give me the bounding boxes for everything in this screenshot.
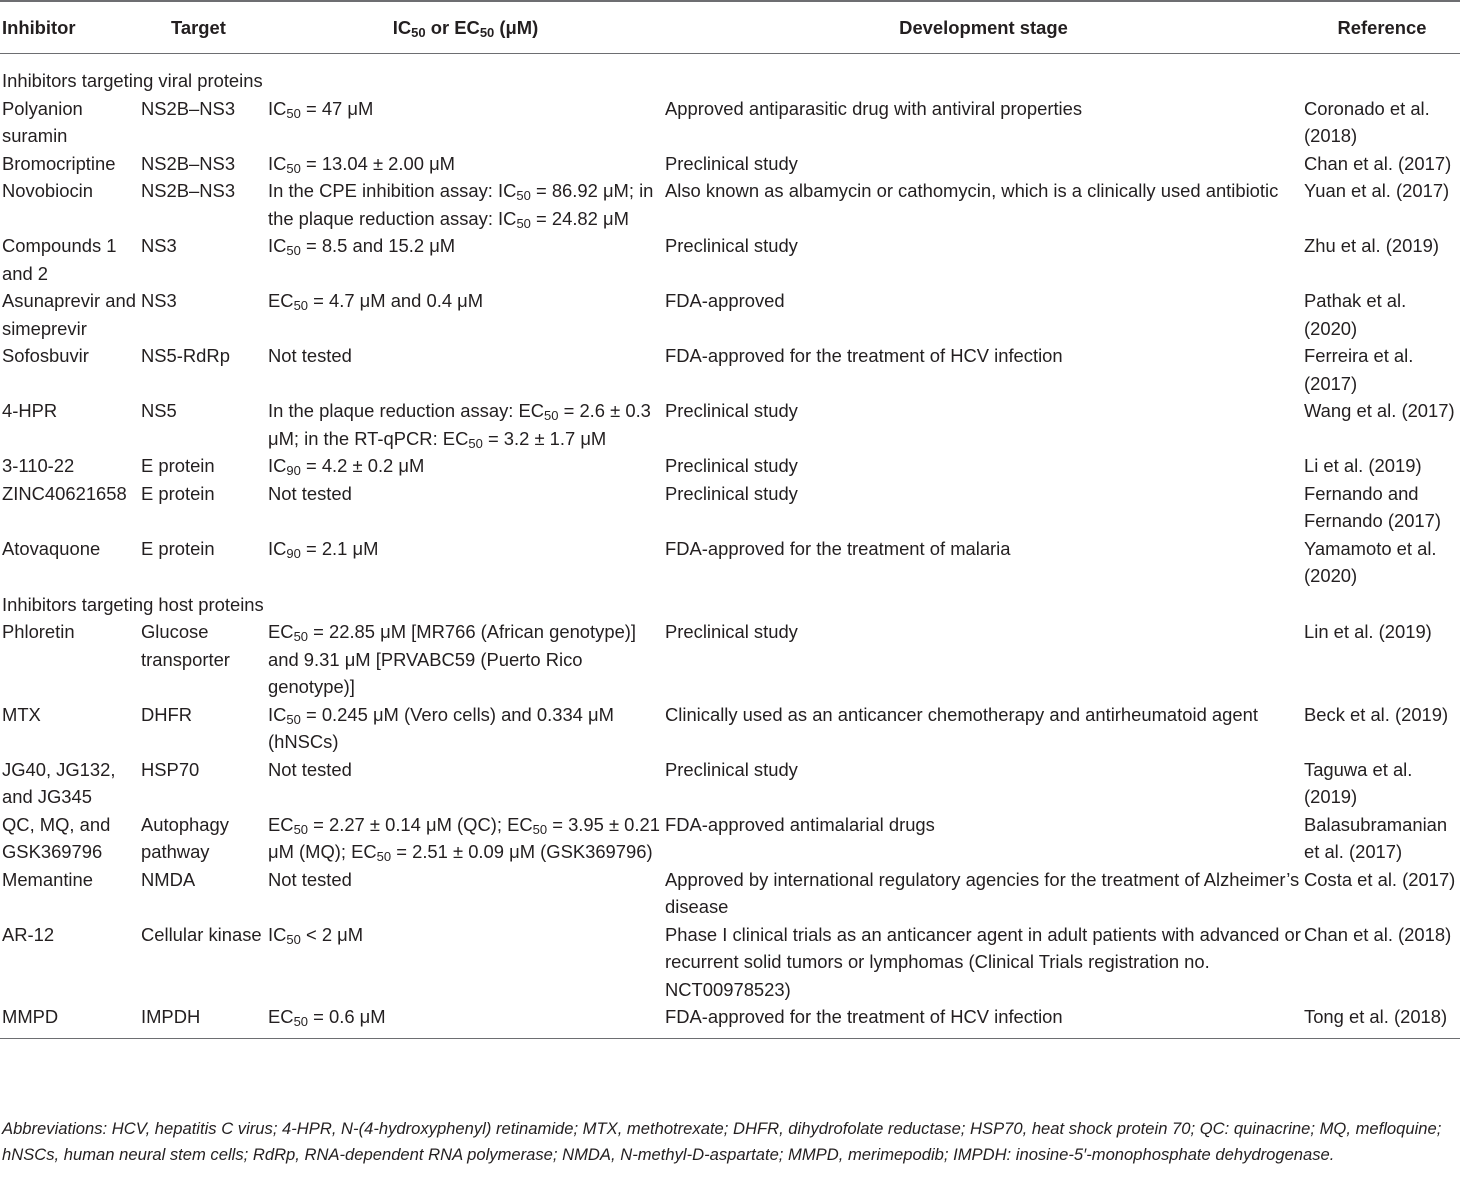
cell-stage: Approved antiparasitic drug with antiviral properties <box>665 97 1083 119</box>
table-row <box>0 480 1460 535</box>
cell-value: Not tested <box>268 758 352 780</box>
cell-value: $EC_{50} = 0.6$ μM <box>268 1006 386 1029</box>
cell-inhibitor: AR-12 <box>2 923 55 945</box>
cell-stage: Preclinical study <box>665 482 798 504</box>
table-row <box>0 95 1460 150</box>
header-inhibitor: Inhibitor <box>2 17 76 38</box>
cell-value: $EC_{50} = 2.27 \pm 0.14$ μM (QC); $EC_{50} = 3.95 \pm 0.21$ μM (MQ); $EC_{50} = 2.51 \pm 0.09$ μM (GSK369796) <box>268 813 660 864</box>
table-row <box>0 921 1460 1004</box>
cell-stage: Approved by international regulatory agencies for the treatment of Alzheimer’s disease <box>665 868 1300 917</box>
cell-stage: Preclinical study <box>665 758 798 780</box>
table-row <box>0 535 1460 590</box>
cell-value: Not tested <box>268 345 352 366</box>
cell-reference: Chan et al. (2017) <box>1304 152 1452 174</box>
cell-stage: FDA-approved for the treatment of HCV infection <box>665 345 1063 366</box>
cell-inhibitor: Asunaprevir and simeprevir <box>2 290 136 339</box>
section-header-row <box>0 54 1460 95</box>
cell-inhibitor: JG40, JG132, and JG345 <box>2 758 116 807</box>
table-row <box>0 177 1460 232</box>
cell-inhibitor: 4-HPR <box>2 400 58 421</box>
cell-stage: Preclinical study <box>665 152 798 174</box>
cell-target: HSP70 <box>141 758 200 780</box>
cell-target: DHFR <box>141 703 193 725</box>
header-target: Target <box>171 17 226 38</box>
cell-value: $IC_{50} = 8.5$ and 15.2 μM <box>268 235 456 258</box>
cell-target: E protein <box>141 455 215 476</box>
section-title: Inhibitors targeting host proteins <box>2 593 264 615</box>
cell-target: Autophagy pathway <box>141 813 229 862</box>
cell-value: $IC_{50} = 47$ μM <box>268 97 374 121</box>
cell-reference: Ferreira et al. (2017) <box>1304 345 1414 394</box>
cell-reference: Chan et al. (2018) <box>1304 923 1452 945</box>
table-row <box>0 342 1460 397</box>
table-row <box>0 397 1460 452</box>
cell-inhibitor: Sofosbuvir <box>2 345 89 366</box>
table-row <box>0 701 1460 756</box>
table-row <box>0 150 1460 178</box>
cell-inhibitor: Memantine <box>2 868 93 890</box>
cell-value: $EC_{50} = 22.85$ μM [MR766 (African genotype)] and 9.31 μM [PRVABC59 (Puerto Rico genotype)] <box>268 621 637 697</box>
cell-reference: Tong et al. (2018) <box>1304 1006 1448 1027</box>
cell-stage: Clinically used as an anticancer chemotherapy and antirheumatoid agent <box>665 703 1258 725</box>
cell-stage: Preclinical study <box>665 235 798 256</box>
table-row <box>0 618 1460 701</box>
cell-stage: FDA-approved for the treatment of malaria <box>665 537 1011 559</box>
cell-value: $IC_{50} < 2$ μM <box>268 923 364 947</box>
cell-target: Glucose transporter <box>141 621 230 670</box>
section-title: Inhibitors targeting viral proteins <box>2 70 263 91</box>
cell-reference: Li et al. (2019) <box>1304 455 1422 476</box>
cell-stage: Also known as albamycin or cathomycin, which is a clinically used antibiotic <box>665 180 1279 201</box>
cell-reference: Beck et al. (2019) <box>1304 703 1449 725</box>
cell-inhibitor: QC, MQ, and GSK369796 <box>2 813 111 862</box>
cell-value: In the plaque reduction assay: $EC_{50} = 2.6 \pm 0.3$ μM; in the RT-qPCR: $EC_{50} = 3.2 \pm 1.7$ μM <box>268 400 651 451</box>
table-row <box>0 811 1460 866</box>
cell-target: NS2B–NS3 <box>141 152 236 174</box>
header-value: $IC_{50}$ or $EC_{50}$ (μM) <box>392 17 539 40</box>
table-row <box>0 756 1460 811</box>
cell-reference: Balasubramanian et al. (2017) <box>1304 813 1448 862</box>
table-body <box>0 54 1460 1039</box>
cell-stage: FDA-approved for the treatment of HCV infection <box>665 1006 1063 1027</box>
cell-value: Not tested <box>268 868 352 890</box>
cell-value: $IC_{50} = 13.04 \pm 2.00$ μM <box>268 152 455 176</box>
cell-inhibitor: Atovaquone <box>2 537 101 559</box>
cell-target: Cellular kinase <box>141 923 262 945</box>
cell-reference: Lin et al. (2019) <box>1304 621 1432 642</box>
cell-reference: Fernando and Fernando (2017) <box>1304 482 1441 531</box>
header-reference: Reference <box>1337 17 1427 38</box>
cell-inhibitor: Compounds 1 and 2 <box>2 235 117 284</box>
cell-target: NS3 <box>141 235 177 256</box>
cell-stage: Preclinical study <box>665 400 798 421</box>
cell-target: IMPDH <box>141 1006 201 1027</box>
header-row <box>0 1 1460 54</box>
table-row <box>0 1003 1460 1038</box>
cell-target: E protein <box>141 482 215 504</box>
cell-stage: Preclinical study <box>665 455 798 476</box>
cell-reference: Yuan et al. (2017) <box>1304 180 1450 201</box>
cell-inhibitor: Bromocriptine <box>2 152 116 174</box>
cell-value: $IC_{90} = 4.2 \pm 0.2$ μM <box>268 455 425 478</box>
cell-target: NS5 <box>141 400 177 421</box>
footnote: Abbreviations: HCV, hepatitis C virus; 4-HPR, N-(4-hydroxyphenyl) retinamide; MTX, methotrexate; DHFR, dihydrofolate reductase; HSP70, heat shock protein 70; QC: quinacrine; MQ, mefloquine; hNSCs, human neural stem cells; RdRp, RNA-dependent RNA polymerase; NMDA, N-methyl-D-aspartate; MMPD, merimepodib; IMPDH: inosine-5′-monophosphate dehydrogenase. <box>2 1119 1442 1164</box>
cell-target: NS5-RdRp <box>141 345 230 366</box>
cell-stage: Preclinical study <box>665 621 798 642</box>
table-row <box>0 232 1460 287</box>
section-header-row <box>0 590 1460 619</box>
cell-reference: Taguwa et al. (2019) <box>1304 758 1413 807</box>
cell-reference: Yamamoto et al. (2020) <box>1304 537 1437 586</box>
cell-value: Not tested <box>268 482 352 504</box>
cell-inhibitor: Novobiocin <box>2 180 93 201</box>
cell-reference: Zhu et al. (2019) <box>1304 235 1439 256</box>
cell-stage: Phase I clinical trials as an anticancer agent in adult patients with advanced or recurrent solid tumors or lymphomas (Clinical Trials registration no. NCT00978523) <box>665 923 1301 1000</box>
cell-reference: Costa et al. (2017) <box>1304 868 1456 890</box>
cell-value: $EC_{50} = 4.7$ μM and 0.4 μM <box>268 290 484 313</box>
cell-inhibitor: Polyanion suramin <box>2 97 83 146</box>
cell-target: NS2B–NS3 <box>141 97 236 119</box>
cell-reference: Wang et al. (2017) <box>1304 400 1455 421</box>
table-row <box>0 866 1460 921</box>
table-row <box>0 452 1460 480</box>
cell-inhibitor: MTX <box>2 703 41 725</box>
cell-value: $IC_{50} = 0.245$ μM (Vero cells) and 0.334 μM (hNSCs) <box>268 703 614 752</box>
cell-inhibitor: Phloretin <box>2 621 75 642</box>
cell-target: NS3 <box>141 290 177 311</box>
table-row <box>0 287 1460 342</box>
cell-stage: FDA-approved antimalarial drugs <box>665 813 935 835</box>
cell-inhibitor: ZINC40621658 <box>2 482 127 504</box>
header-stage: Development stage <box>899 17 1068 38</box>
cell-reference: Pathak et al. (2020) <box>1304 290 1407 339</box>
cell-stage: FDA-approved <box>665 290 785 311</box>
cell-target: NMDA <box>141 868 196 890</box>
cell-target: NS2B–NS3 <box>141 180 236 201</box>
cell-target: E protein <box>141 537 215 559</box>
cell-reference: Coronado et al. (2018) <box>1304 97 1430 146</box>
cell-inhibitor: 3-110-22 <box>2 455 75 476</box>
cell-value: $IC_{90} = 2.1$ μM <box>268 537 379 561</box>
cell-value: In the CPE inhibition assay: $IC_{50} = 86.92$ μM; in the plaque reduction assay: $IC_{50} = 24.82$ μM <box>268 180 654 231</box>
cell-inhibitor: MMPD <box>2 1006 59 1027</box>
